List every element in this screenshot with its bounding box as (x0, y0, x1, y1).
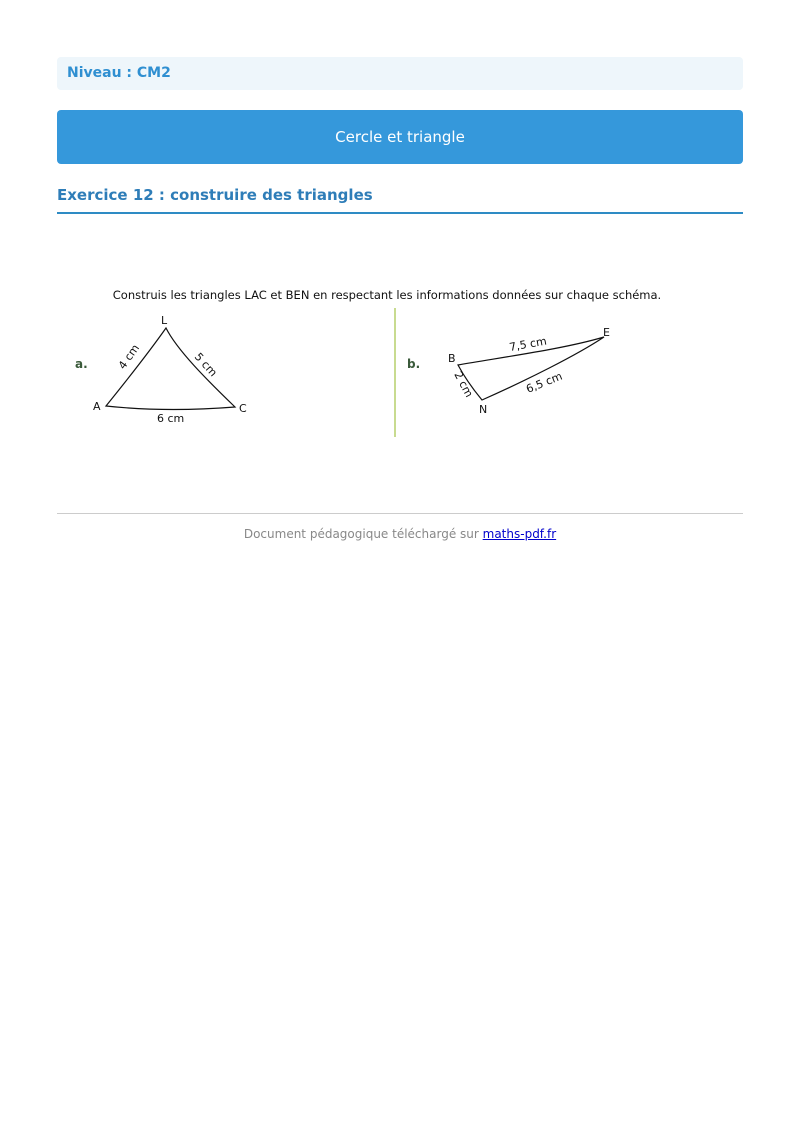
figure-a-marker: a. (75, 357, 88, 371)
vertex-n-label: N (479, 403, 488, 416)
vertex-a-label: A (93, 400, 101, 413)
vertex-l-label: L (161, 314, 168, 327)
topic-banner: Cercle et triangle (57, 110, 743, 164)
vertex-c-label: C (239, 402, 247, 415)
side-lc-label: 5 cm (191, 350, 220, 380)
triangles-figure (57, 270, 743, 445)
footer-divider (57, 513, 743, 514)
footer-text: Document pédagogique téléchargé sur (243, 527, 483, 541)
footer-link[interactable]: maths-pdf.fr (482, 527, 557, 541)
vertex-e-label: E (603, 326, 610, 339)
side-ac-label: 6 cm (157, 412, 185, 425)
exercise-figure (57, 270, 743, 445)
side-en-label: 6,5 cm (524, 369, 565, 396)
exercise-title: Exercice 12 : construire des triangles (57, 184, 743, 214)
instruction-text: Construis les triangles LAC et BEN en respectant les informations données sur chaque schéma. (112, 288, 662, 302)
figure-b-marker: b. (407, 357, 421, 371)
level-badge: Niveau : CM2 (57, 57, 743, 90)
vertex-b-label: B (448, 352, 456, 365)
footer (57, 525, 743, 543)
side-be-label: 7,5 cm (508, 334, 548, 354)
side-bn-label: 2 cm (451, 369, 476, 400)
side-la-label: 4 cm (115, 341, 143, 372)
